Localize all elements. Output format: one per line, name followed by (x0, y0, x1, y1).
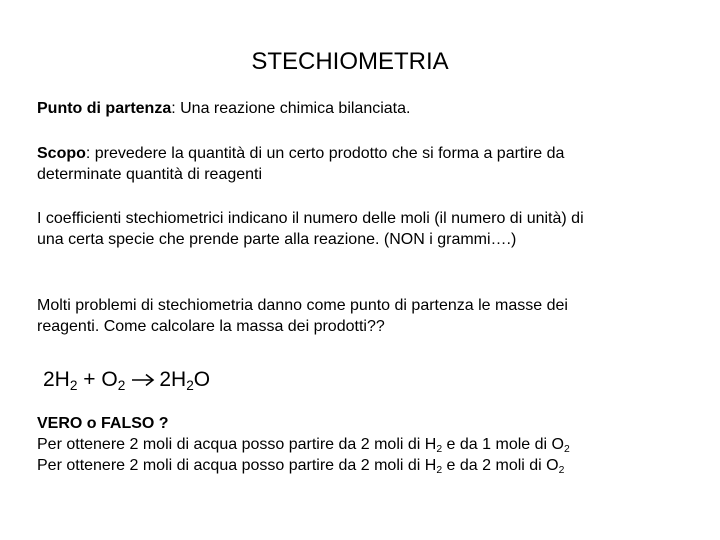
statement-1: Per ottenere 2 moli di acqua posso partire da 2 moli di $H_2$ e da 1 mole di $O_2$ (37, 436, 570, 456)
problems-line-2: reagenti. Come calcolare la massa dei prodotti?? (37, 318, 385, 335)
equation-sub: 2 (186, 378, 194, 394)
equation-product-water: 2H (159, 368, 187, 391)
scope-line-1: : prevedere la quantità di un certo prodotto che si forma a partire da (85, 145, 565, 162)
coefficients-paragraph (37, 208, 584, 250)
page-title: STECHIOMETRIA (251, 48, 449, 75)
coefficients-line-1: I coefficienti stechiometrici indicano il numero delle moli (il numero di unità) di (37, 210, 584, 227)
statement-2: Per ottenere 2 moli di acqua posso partire da 2 moli di $H_2$ e da 2 moli di $O_2$ (37, 457, 565, 477)
right-arrow-icon (131, 373, 155, 387)
scope-line-2: determinate quantità di reagenti (37, 166, 263, 183)
equation-sub: 2 (69, 378, 78, 394)
reaction-equation (43, 366, 210, 394)
starting-point-label: Punto di partenza (37, 100, 172, 117)
scope-label: Scopo (37, 145, 86, 162)
true-false-heading: VERO o FALSO ? (37, 415, 169, 432)
equation-sub: 2 (117, 378, 126, 394)
true-false-block (37, 413, 570, 476)
problems-paragraph (37, 295, 568, 337)
problems-line-1: Molti problemi di stechiometria danno come punto di partenza le masse dei (37, 297, 568, 314)
equation-reactant-h2: 2H (43, 368, 70, 391)
scope-paragraph (37, 143, 564, 185)
equation-product-end: O (193, 368, 211, 391)
starting-point-paragraph (37, 98, 410, 119)
equation-reactant-o2: + O (77, 368, 118, 391)
coefficients-line-2: una certa specie che prende parte alla reazione. (NON i grammi….) (37, 231, 517, 248)
starting-point-text: : Una reazione chimica bilanciata. (171, 100, 411, 117)
